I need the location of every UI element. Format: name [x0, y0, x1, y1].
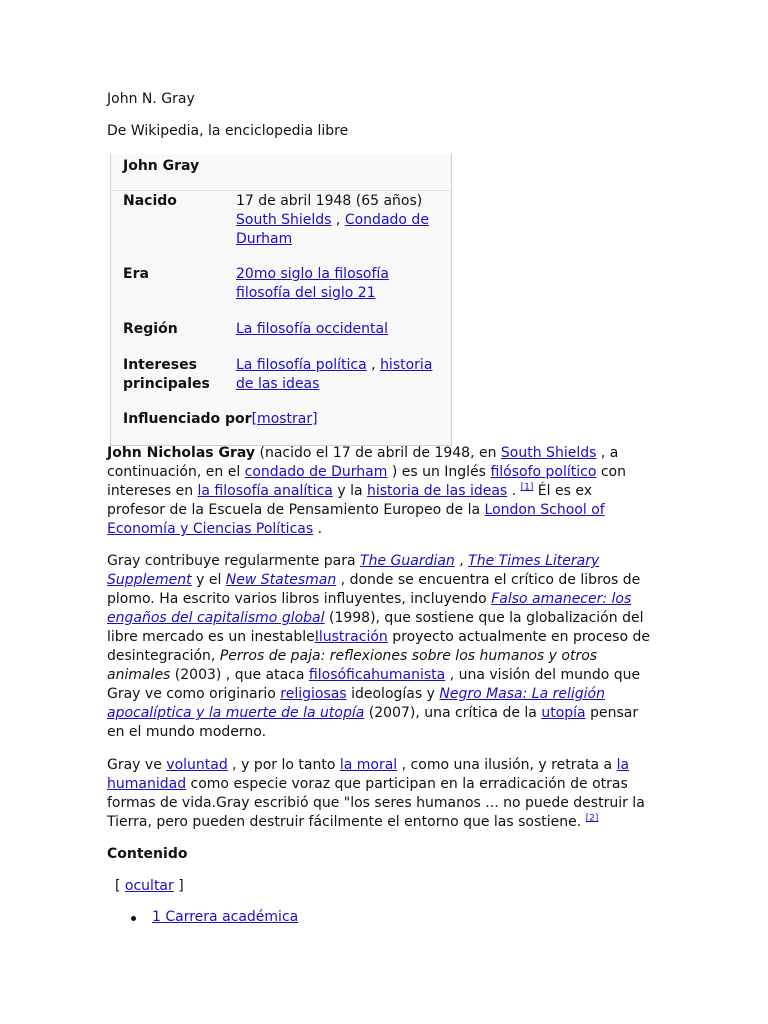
infobox-label-era: Era	[123, 266, 149, 282]
show-toggle-link[interactable]: [mostrar]	[251, 411, 318, 427]
text: como especie voraz que participan en la erradicación de otras formas de vida.Gray escribió que "los seres humanos ... no puede destruir la Tierra, pero pueden destruir fácilmente el entorno que las sostiene.	[107, 776, 645, 830]
bullet-icon	[131, 916, 136, 921]
infobox-title: John Gray	[123, 158, 200, 174]
link-la-humanidad[interactable]: la humanidad	[107, 757, 630, 792]
page-title: John N. Gray	[107, 91, 195, 107]
influenced-label-text: Influenciado por	[123, 411, 252, 427]
link-humanista[interactable]: filosóficahumanista	[308, 667, 446, 683]
text: pensar en el mundo moderno.	[107, 705, 639, 740]
link-filosofo-politico[interactable]: filósofo político	[490, 464, 597, 480]
text: , una visión del mundo que Gray ve como originario	[107, 667, 641, 702]
link-new-statesman[interactable]: New Statesman	[225, 572, 337, 588]
toc-list	[107, 908, 298, 927]
link-tls[interactable]: The Times Literary Supplement	[107, 553, 600, 588]
link-historia-ideas[interactable]: historia de las ideas	[236, 357, 433, 392]
toc-toggle	[115, 877, 184, 896]
born-date: 17 de abril 1948 (65 años)	[236, 193, 423, 209]
text: , como una ilusión, y retrata a	[397, 757, 617, 773]
link-south-shields[interactable]: South Shields	[236, 212, 332, 228]
bracket-close: ]	[173, 878, 184, 894]
infobox-value-born	[236, 192, 441, 249]
infobox	[110, 154, 452, 446]
link-filosofia-analitica[interactable]: la filosofía analítica	[197, 483, 333, 499]
text: Gray ve	[107, 757, 167, 773]
text: con intereses en	[107, 464, 626, 499]
link-south-shields-2[interactable]: South Shields	[500, 445, 597, 461]
text: .	[313, 521, 323, 537]
text: , donde se encuentra el crítico de libros de plomo. Ha escrito varios libros influyentes, incluyendo	[107, 572, 641, 607]
reference-2[interactable]: [2]	[585, 813, 599, 824]
intro-paragraph	[107, 444, 652, 539]
infobox-label-influenced	[123, 410, 453, 429]
link-filosofia-politica[interactable]: La filosofía política	[236, 357, 367, 373]
page-subtitle: De Wikipedia, la enciclopedia libre	[107, 123, 349, 139]
infobox-value-region	[236, 320, 441, 339]
text: , y por lo tanto	[227, 757, 340, 773]
text: Él es ex profesor de la Escuela de Pensamiento Europeo de la	[107, 483, 592, 518]
text: .	[507, 483, 521, 499]
toc-hide-link[interactable]: ocultar	[124, 878, 174, 894]
infobox-label-region: Región	[123, 321, 178, 337]
text: (nacido el 17 de abril de 1948, en	[255, 445, 501, 461]
infobox-value-era	[236, 265, 441, 303]
text: ideologías y	[346, 686, 440, 702]
toc-link-carrera[interactable]: 1 Carrera académica	[152, 909, 299, 925]
infobox-label-born: Nacido	[123, 193, 177, 209]
link-condado-durham[interactable]: Condado de Durham	[236, 212, 429, 247]
reference-1[interactable]: [1]	[520, 482, 534, 493]
subject-name: John Nicholas Gray	[107, 445, 256, 461]
text: , a continuación, en el	[107, 445, 619, 480]
link-utopia[interactable]: utopía	[541, 705, 586, 721]
infobox-label-interests: Intereses principales	[123, 357, 210, 392]
link-historia-ideas-2[interactable]: historia de las ideas	[367, 483, 508, 499]
text: y la	[332, 483, 367, 499]
text: y el	[191, 572, 226, 588]
text: proyecto actualmente en proceso de desintegración,	[107, 629, 650, 664]
text: ) es un Inglés	[387, 464, 491, 480]
infobox-value-interests	[236, 356, 441, 394]
separator: ,	[366, 357, 381, 373]
link-lse[interactable]: London School of Economía y Ciencias Políticas	[107, 502, 605, 537]
link-religiosas[interactable]: religiosas	[280, 686, 347, 702]
book-title-perros-de-paja: Perros de paja: reflexiones sobre los humanos y otros animales	[107, 648, 598, 683]
text: Gray contribuye regularmente para	[107, 553, 361, 569]
text: (2007), una crítica de la	[364, 705, 542, 721]
link-era-20[interactable]: 20mo siglo la filosofía	[236, 266, 389, 282]
toc-item	[107, 908, 298, 927]
text: (2003) , que ataca	[170, 667, 309, 683]
link-negro-masa[interactable]: Negro Masa: La religión apocalíptica y la muerte de la utopía	[107, 686, 605, 721]
link-the-guardian[interactable]: The Guardian	[360, 553, 455, 569]
link-ilustracion[interactable]: Ilustración	[314, 629, 388, 645]
toc-title: Contenido	[107, 846, 188, 862]
text: (1998), que sostiene que la globalización del libre mercado es un inestable	[107, 610, 644, 645]
link-condado-durham-2[interactable]: condado de Durham	[244, 464, 388, 480]
link-la-moral[interactable]: la moral	[339, 757, 398, 773]
bracket-open: [	[115, 878, 125, 894]
text: ,	[454, 553, 469, 569]
infobox-divider	[111, 190, 451, 191]
paragraph-works	[107, 552, 652, 742]
separator: ,	[331, 212, 345, 228]
link-falso-amanecer[interactable]: Falso amanecer: los engaños del capitalismo global	[107, 591, 632, 626]
link-era-21[interactable]: filosofía del siglo 21	[236, 285, 376, 301]
link-region[interactable]: La filosofía occidental	[236, 321, 388, 337]
link-voluntad[interactable]: voluntad	[166, 757, 228, 773]
paragraph-views	[107, 756, 652, 832]
